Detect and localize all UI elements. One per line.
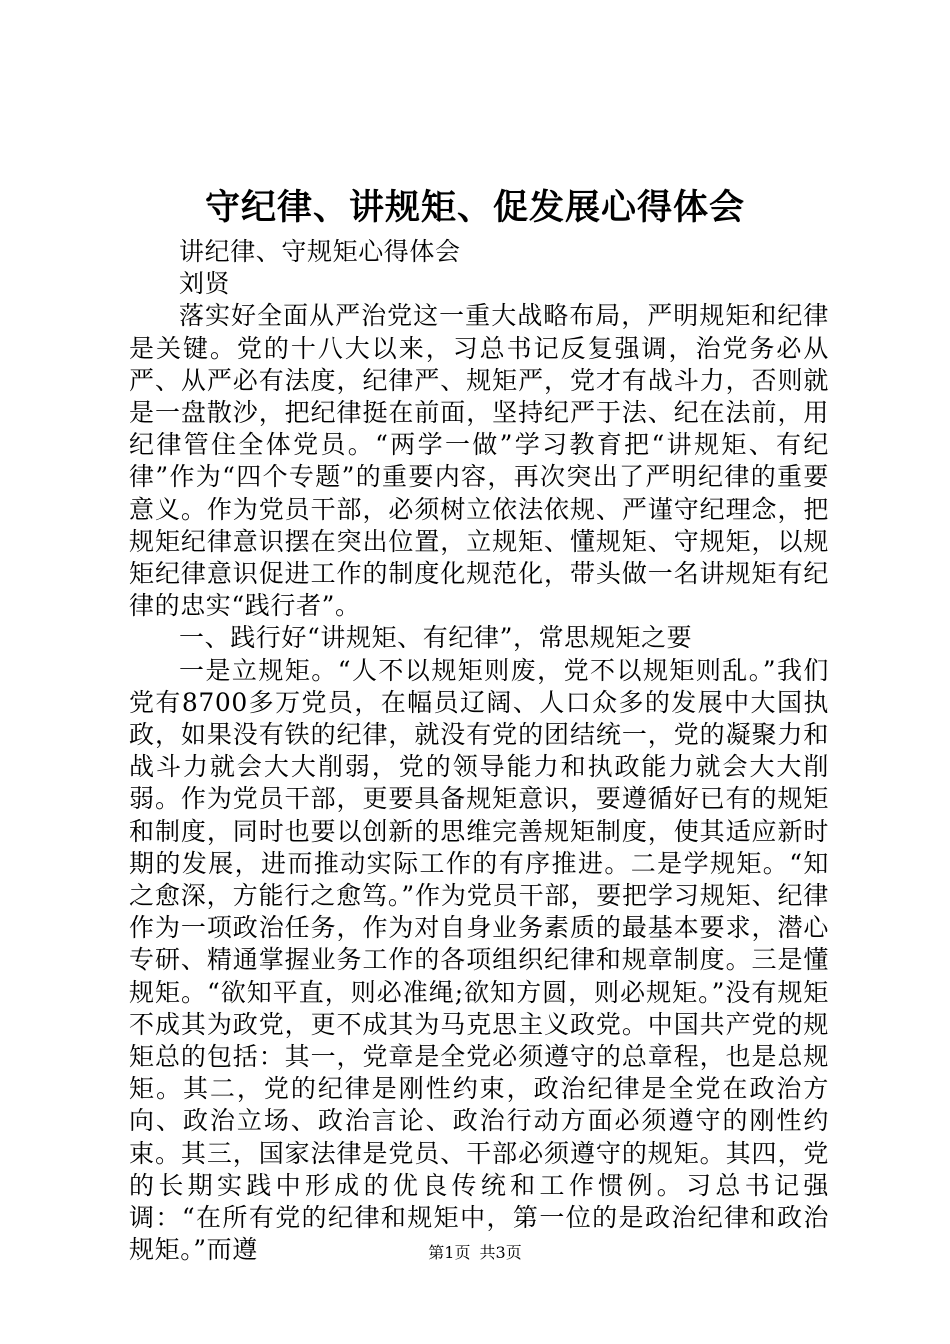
author-paragraph: 刘贤 <box>179 269 231 299</box>
page-number: 第1页 <box>428 1243 471 1262</box>
document-body <box>129 236 829 1267</box>
body-paragraph: 一是立规矩。“人不以规矩则废，党不以规矩则乱。”我们党有8700多万党员，在幅员辽阔、人口众多的发展中大国执政，如果没有铁的纪律，就没有党的团结统一，党的凝聚力和战斗力就会大大削弱，党的领导能力和执政能力就会大大削弱。作为党员干部，更要具备规矩意识，要遵循好已有的规矩和制度，同时也要以创新的思维完善规矩制度，使其适应新时期的发展，进而推动实际工作的有序推进。二是学规矩。“知之愈深，方能行之愈笃。”作为党员干部，要把学习规矩、纪律作为一项政治任务，作为对自身业务素质的最基本要求，潜心专研、精通掌握业务工作的各项组织纪律和规章制度。三是懂规矩。“欲知平直，则必准绳;欲知方圆，则必规矩。”没有规矩不成其为政党，更不成其为马克思主义政党。中国共产党的规矩总的包括：其一，党章是全党必须遵守的总章程，也是总规矩。其二，党的纪律是刚性约束，政治纪律是全党在政治方向、政治立场、政治言论、政治行动方面必须遵守的刚性约束。其三，国家法律是党员、干部必须遵守的规矩。其四，党的长期实践中形成的优良传统和工作惯例。习总书记强调：“在所有党的纪律和规矩中，第一位的是政治纪律和政治规矩。”而遵 <box>129 655 829 1265</box>
section-heading: 一、践行好“讲规矩、有纪律”，常思规矩之要 <box>179 623 693 653</box>
body-paragraph: 落实好全面从严治党这一重大战略布局，严明规矩和纪律是关键。党的十八大以来，习总书记反复强调，治党务必从严、从严必有法度，纪律严、规矩严，党才有战斗力，否则就是一盘散沙，把纪律挺在前面，坚持纪严于法、纪在法前，用纪律管住全体党员。“两学一做”学习教育把“讲规矩、有纪律”作为“四个专题”的重要内容，再次突出了严明纪律的重要意义。作为党员干部，必须树立依法依规、严谨守纪理念，把规矩纪律意识摆在突出位置，立规矩、懂规矩、守规矩，以规矩纪律意识促进工作的制度化规范化，带头做一名讲规矩有纪律的忠实“践行者”。 <box>129 301 829 621</box>
page-footer <box>0 1242 950 1264</box>
subtitle-paragraph: 讲纪律、守规矩心得体会 <box>179 237 461 266</box>
page-total: 共3页 <box>479 1243 522 1262</box>
document-title: 守纪律、讲规矩、促发展心得体会 <box>204 187 745 228</box>
